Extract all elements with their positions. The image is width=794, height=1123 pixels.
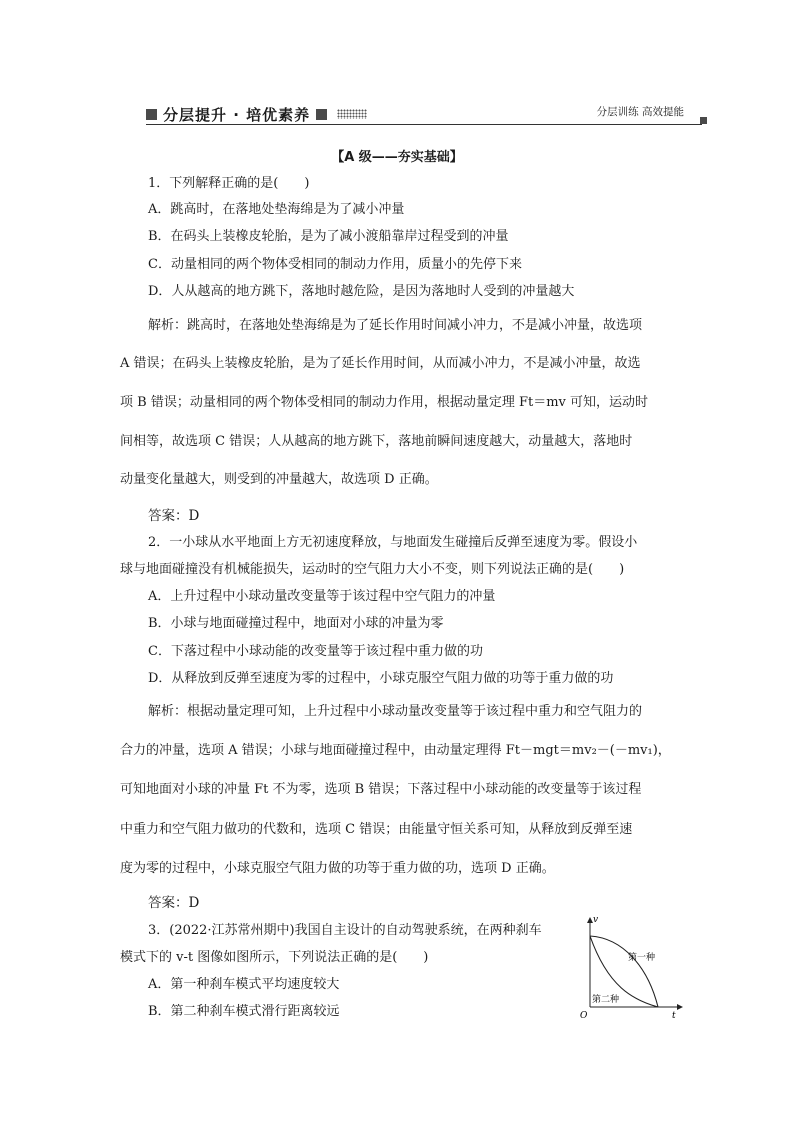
q2-analysis-line: 度为零的过程中，小球克服空气阻力做的功等于重力做的功，选项 D 正确。 [120,861,555,876]
q1-option-b: B．在码头上装橡皮轮胎，是为了减小渡船靠岸过程受到的冲量 [148,229,509,244]
q2-answer: 答案：D [148,895,200,911]
q1-analysis-line: 解析：跳高时，在落地处垫海绵是为了延长作用时间减小冲力，不是减小冲量，故选项 [148,318,643,333]
page-header [146,104,367,124]
vt-graph [578,912,688,1022]
q1-analysis-line: A 错误；在码头上装橡皮轮胎，是为了延长作用时间，从而减小冲力，不是减小冲量，故选 [120,356,641,371]
q2-option-c: C．下落过程中小球动能的改变量等于该过程中重力做的功 [148,644,483,659]
square-bullet-icon [146,109,157,120]
q2-stem-line: 球与地面碰撞没有机械能损失，运动时的空气阻力大小不变，则下列说法正确的是( ) [120,562,625,577]
q1-analysis-line: 项 B 错误；动量相同的两个物体受相同的制动力作用，根据动量定理 Ft＝mv 可知，运动时 [120,395,648,410]
q1-option-c: C．动量相同的两个物体受相同的制动力作用，质量小的先停下来 [148,257,522,272]
v-axis-label: v [593,915,599,925]
q3-option-b: B．第二种刹车模式滑行距离较远 [148,1004,340,1019]
curve1-label: 第一种 [628,953,656,963]
q2-analysis-line: 合力的冲量，选项 A 错误；小球与地面碰撞过程中，由动量定理得 Ft－mgt＝mv₂－(－mv₁)， [120,743,671,758]
q2-analysis-line: 解析：根据动量定理可知，上升过程中小球动量改变量等于该过程中重力和空气阻力的 [148,704,643,719]
q1-answer: 答案：D [148,508,200,524]
section-title: 【A 级——夯实基础】 [331,150,463,165]
q2-stem-line: 2．一小球从水平地面上方无初速度释放，与地面发生碰撞后反弹至速度为零。假设小 [148,535,638,550]
t-axis-label: t [672,1011,676,1021]
q3-stem-line: 模式下的 v-t 图像如图所示，下列说法正确的是( ) [120,950,429,965]
q2-analysis-line: 中重力和空气阻力做功的代数和，选项 C 错误；由能量守恒关系可知，从释放到反弹至速 [120,822,633,837]
q2-option-b: B．小球与地面碰撞过程中，地面对小球的冲量为零 [148,616,444,631]
q3-option-a: A．第一种刹车模式平均速度较大 [148,977,340,992]
q1-stem: 1．下列解释正确的是( ) [148,176,310,191]
dot-pattern-icon [337,109,367,119]
square-bullet-icon [316,109,327,120]
rule-end-square-icon [700,117,707,124]
q1-option-a: A．跳高时，在落地处垫海绵是为了减小冲量 [148,202,405,217]
q3-stem-line: 3．(2022·江苏常州期中)我国自主设计的自动驾驶系统，在两种刹车 [148,923,542,938]
q2-option-d: D．从释放到反弹至速度为零的过程中，小球克服空气阻力做的功等于重力做的功 [148,671,614,686]
q1-option-d: D．人从越高的地方跳下，落地时越危险，是因为落地时人受到的冲量越大 [148,284,575,299]
origin-label: O [580,1011,588,1021]
q1-analysis-line: 动量变化量越大，则受到的冲量越大，故选项 D 正确。 [120,472,438,487]
curve2-label: 第二种 [592,995,620,1005]
header-right-label: 分层训练 高效提能 [596,106,684,118]
q2-option-a: A．上升过程中小球动量改变量等于该过程中空气阻力的冲量 [148,589,496,604]
q1-analysis-line: 间相等，故选项 C 错误；人从越高的地方跳下，落地前瞬间速度越大，动量越大，落地时 [120,434,633,449]
q2-analysis-line: 可知地面对小球的冲量 Ft 不为零，选项 B 错误；下落过程中小球动能的改变量等于该过程 [120,782,642,797]
header-title: 分层提升 · 培优素养 [163,105,311,124]
header-rule [146,124,702,125]
